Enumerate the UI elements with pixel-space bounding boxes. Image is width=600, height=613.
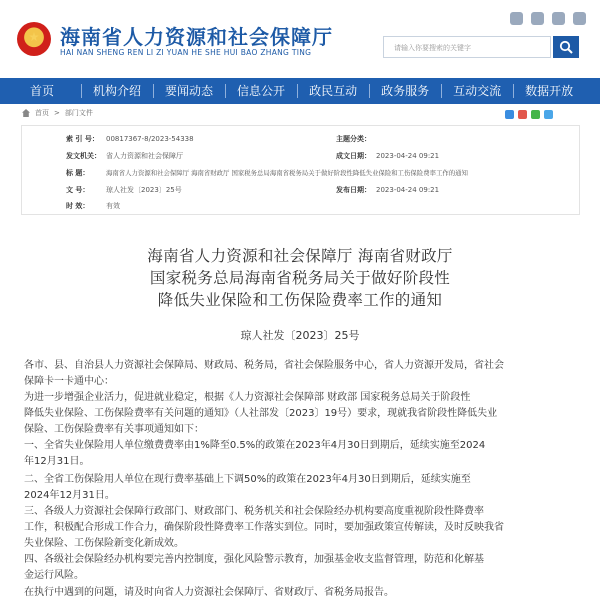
body-line: 各市、县、自治县人力资源社会保障局、财政局、税务局，省社会保险服务中心，省人力资源开发局，省社会	[24, 360, 504, 371]
body-line: 二、全省工伤保险用人单位在现行费率基础上下调50%的政策在2023年4月30日到期后，延续实施至	[24, 474, 471, 485]
nav-divider	[153, 84, 154, 98]
document-info-table	[21, 125, 580, 215]
nav-services[interactable]: 政务服务	[381, 84, 430, 98]
body-line: 三、各级人力资源社会保障行政部门、财政部门、税务机关和社会保险经办机构要高度重视阶段性降费率	[24, 506, 484, 517]
search-icon	[559, 40, 573, 54]
nav-open-data[interactable]: 数据开放	[525, 84, 574, 98]
nav-disclosure[interactable]: 信息公开	[237, 84, 286, 98]
mobile-icon[interactable]	[552, 12, 565, 25]
breadcrumb-separator: >	[54, 109, 60, 117]
weibo-icon[interactable]	[510, 12, 523, 25]
share-qq-icon[interactable]	[544, 110, 553, 119]
docno-label: 文 号：	[66, 186, 90, 194]
body-line: 工作，积极配合形成工作合力，确保阶段性降费率工作落实到位。同时，要加强政策宣传解读，及时反映我省	[24, 522, 504, 533]
nav-divider	[225, 84, 226, 98]
nav-about[interactable]: 机构介绍	[93, 84, 142, 98]
search-input[interactable]: 请输入你要搜索的关键字	[383, 36, 551, 58]
share-qzone-icon[interactable]	[505, 110, 514, 119]
home-icon	[22, 109, 30, 117]
validity-label: 时 效：	[66, 202, 90, 210]
share-icons	[505, 110, 553, 119]
index-label: 索 引 号：	[66, 135, 99, 143]
nav-news[interactable]: 要闻动态	[165, 84, 214, 98]
nav-divider	[513, 84, 514, 98]
body-line: 降低失业保险、工伤保险费率有关问题的通知》（人社部发〔2023〕19号）要求，现就我省阶段性降低失业	[24, 408, 498, 419]
article-title-line: 国家税务总局海南省税务局关于做好阶段性	[149, 269, 451, 287]
body-line: 四、各级社会保险经办机构要完善内控制度，强化风险警示教育，加强基金收支监督管理，防范和化解基	[24, 554, 484, 565]
publish-value: 2023-04-24 09:21	[376, 186, 440, 194]
site-title[interactable]: 海南省人力资源和社会保障厅	[60, 25, 333, 49]
validity-value: 有效	[106, 202, 120, 210]
body-line: 保障卡一卡通中心：	[24, 376, 114, 387]
share-wechat-icon[interactable]	[531, 110, 540, 119]
docno-value: 琼人社发〔2023〕25号	[106, 186, 182, 194]
wechat-icon[interactable]	[531, 12, 544, 25]
subject-value: 海南省人力资源和社会保障厅 海南省财政厅 国家税务总局海南省税务局关于做好阶段性降低失业保险和工伤保险费率工作的通知	[106, 169, 468, 177]
article-title-line: 降低失业保险和工伤保险费率工作的通知	[157, 291, 443, 309]
article-title-line: 海南省人力资源和社会保障厅 海南省财政厅	[147, 247, 453, 265]
breadcrumb-home[interactable]: 首页	[35, 109, 49, 117]
nav-divider	[369, 84, 370, 98]
info-row	[22, 184, 579, 196]
date-value: 2023-04-24 09:21	[376, 152, 440, 160]
info-row	[22, 200, 579, 212]
site-header	[0, 0, 600, 78]
body-line: 为进一步增强企业活力，促进就业稳定，根据《人力资源社会保障部 财政部 国家税务总局关于阶段性	[24, 392, 471, 403]
nav-home[interactable]: 首页	[30, 84, 55, 98]
index-value: 00817367-8/2023-54338	[106, 135, 194, 143]
document-number: 琼人社发〔2023〕25号	[240, 329, 360, 342]
body-line: 保险、工伤保险费率有关事项通知如下：	[24, 424, 204, 435]
accessibility-icon[interactable]	[573, 12, 586, 25]
nav-divider	[441, 84, 442, 98]
info-row	[22, 133, 579, 145]
body-line: 失业保险、工伤保险新变化新成效。	[24, 538, 184, 549]
nav-divider	[297, 84, 298, 98]
body-line: 一、全省失业保险用人单位缴费费率由1%降至0.5%的政策在2023年4月30日到期后，延续实施至2024	[24, 440, 486, 451]
share-weibo-icon[interactable]	[518, 110, 527, 119]
subject-label: 标 题：	[66, 169, 90, 177]
nav-exchange[interactable]: 互动交流	[453, 84, 502, 98]
body-line: 年12月31日。	[24, 456, 90, 467]
nav-interaction[interactable]: 政民互动	[309, 84, 358, 98]
issuer-value: 省人力资源和社会保障厅	[106, 152, 183, 160]
main-nav	[0, 78, 600, 104]
category-label: 主题分类：	[336, 135, 371, 143]
breadcrumb	[22, 108, 93, 118]
search-button[interactable]	[553, 36, 579, 58]
date-label: 成文日期：	[336, 152, 371, 160]
info-row	[22, 167, 579, 179]
body-line: 金运行风险。	[24, 570, 84, 581]
body-line: 2024年12月31日。	[24, 490, 115, 501]
header-tool-icons	[510, 12, 586, 25]
breadcrumb-current[interactable]: 部门文件	[64, 109, 93, 117]
info-row	[22, 150, 579, 162]
site-subtitle: HAI NAN SHENG REN LI ZI YUAN HE SHE HUI BAO ZHANG TING	[60, 48, 312, 57]
body-line: 在执行中遇到的问题，请及时向省人力资源社会保障厅、省财政厅、省税务局报告。	[24, 587, 394, 598]
issuer-label: 发文机关：	[66, 152, 101, 160]
national-emblem-logo[interactable]	[17, 22, 51, 56]
nav-divider	[81, 84, 82, 98]
publish-label: 发布日期：	[336, 186, 371, 194]
